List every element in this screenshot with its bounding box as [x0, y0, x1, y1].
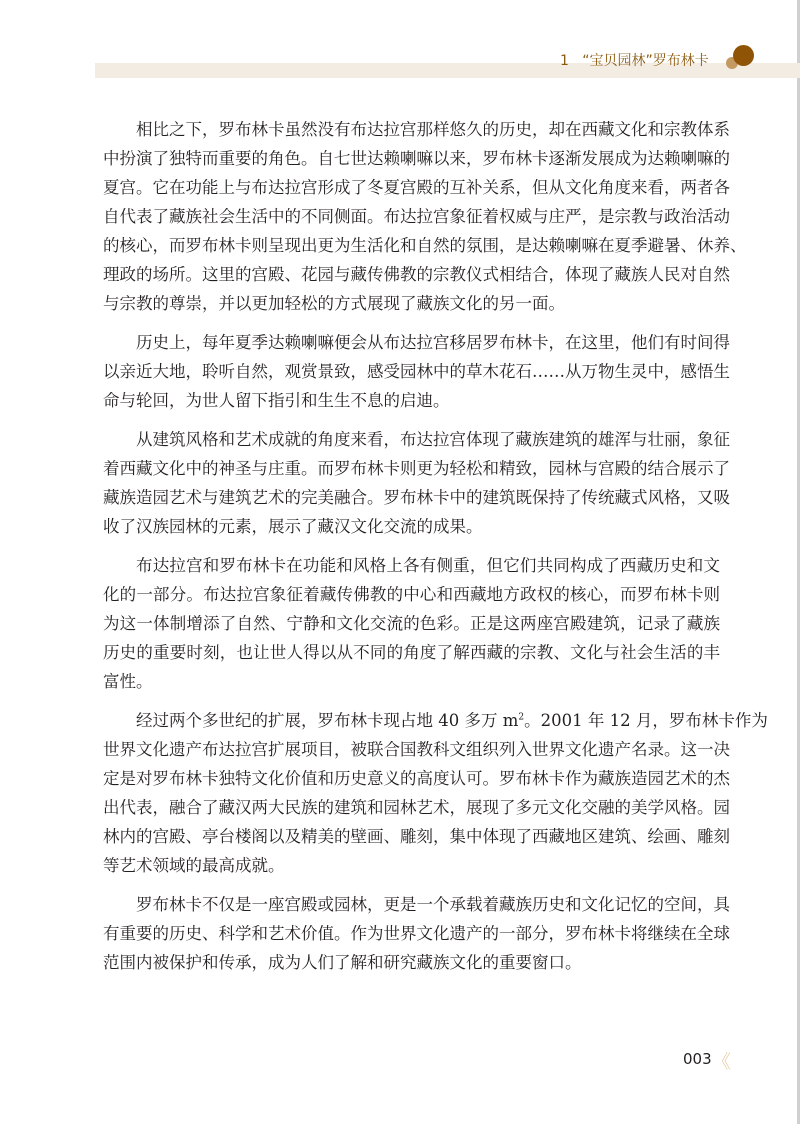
text-line: 林内的宫殿、亭台楼阁以及精美的壁画、雕刻，集中体现了西藏地区建筑、绘画、雕刻: [103, 827, 730, 846]
paragraph: [103, 890, 730, 977]
text-line: 出代表，融合了藏汉两大民族的建筑和园林艺术，展现了多元文化交融的美学风格。园: [103, 798, 730, 817]
text-line: 理政的场所。这里的宫殿、花园与藏传佛教的宗教仪式相结合，体现了藏族人民对自然: [103, 265, 730, 284]
paragraph: [103, 425, 730, 541]
text-line: 与宗教的尊崇，并以更加轻松的方式展现了藏族文化的另一面。: [103, 294, 565, 313]
decor-dot-large: [733, 45, 754, 66]
text-line: 范围内被保护和传承，成为人们了解和研究藏族文化的重要窗口。: [103, 953, 582, 972]
text-line: 的核心，而罗布林卡则呈现出更为生活化和自然的氛围，是达赖喇嘛在夏季避暑、休养、: [103, 236, 747, 255]
paragraph: [103, 706, 768, 880]
text-line: [103, 706, 768, 735]
running-header: [560, 50, 709, 70]
paragraph: [103, 115, 747, 318]
text-line: 中扮演了独特而重要的角色。自七世达赖喇嘛以来，罗布林卡逐渐发展成为达赖喇嘛的: [103, 149, 730, 168]
page-number: 003: [683, 1050, 712, 1068]
paragraph: [103, 328, 730, 415]
body-text: [103, 115, 768, 987]
text-line: 夏宫。它在功能上与布达拉宫形成了冬夏宫殿的互补关系，但从文化角度来看，两者各: [103, 178, 730, 197]
text-line: 以亲近大地，聆听自然，观赏景致，感受园林中的草木花石……从万物生灵中，感悟生: [103, 362, 730, 381]
text-line: 历史上，每年夏季达赖喇嘛便会从布达拉宫移居罗布林卡，在这里，他们有时间得: [136, 333, 730, 352]
paragraph: [103, 551, 720, 696]
text-line: 为这一体制增添了自然、宁静和文化交流的色彩。正是这两座宫殿建筑，记录了藏族: [103, 614, 720, 633]
text-line: 收了汉族园林的元素，展示了藏汉文化交流的成果。: [103, 517, 483, 536]
text-line: 布达拉宫和罗布林卡在功能和风格上各有侧重，但它们共同构成了西藏历史和文: [136, 556, 720, 575]
text-line: 定是对罗布林卡独特文化价值和历史意义的高度认可。罗布林卡作为藏族造园艺术的杰: [103, 769, 730, 788]
text-line: 罗布林卡不仅是一座宫殿或园林，更是一个承载着藏族历史和文化记忆的空间，具: [136, 895, 730, 914]
chapter-number: 1: [560, 53, 569, 69]
text-run: 经过两个多世纪的扩展，罗布林卡现占地 40 多万 m: [136, 711, 519, 730]
text-line: 命与轮回，为世人留下指引和生生不息的启迪。: [103, 391, 450, 410]
chevron-left-icon: 《: [712, 1051, 732, 1073]
text-line: 历史的重要时刻，也让世人得以从不同的角度了解西藏的宗教、文化与社会生活的丰: [103, 643, 720, 662]
text-run: 。2001 年 12 月，罗布林卡作为: [524, 711, 768, 730]
text-line: 相比之下，罗布林卡虽然没有布达拉宫那样悠久的历史，却在西藏文化和宗教体系: [136, 120, 730, 139]
chapter-title: “宝贝园林”罗布林卡: [582, 53, 709, 69]
text-line: 藏族造园艺术与建筑艺术的完美融合。罗布林卡中的建筑既保持了传统藏式风格，又吸: [103, 488, 730, 507]
superscript: 2: [518, 712, 525, 723]
text-line: 自代表了藏族社会生活中的不同侧面。布达拉宫象征着权威与庄严，是宗教与政治活动: [103, 207, 730, 226]
text-line: 化的一部分。布达拉宫象征着藏传佛教的中心和西藏地方政权的核心，而罗布林卡则: [103, 585, 720, 604]
text-line: 等艺术领域的最高成就。: [103, 856, 285, 875]
text-line: 有重要的历史、科学和艺术价值。作为世界文化遗产的一部分，罗布林卡将继续在全球: [103, 924, 730, 943]
text-line: 从建筑风格和艺术成就的角度来看，布达拉宫体现了藏族建筑的雄浑与壮丽，象征: [136, 430, 730, 449]
text-line: 世界文化遗产布达拉宫扩展项目，被联合国教科文组织列入世界文化遗产名录。这一决: [103, 740, 730, 759]
text-line: 富性。: [103, 672, 153, 691]
text-line: 着西藏文化中的神圣与庄重。而罗布林卡则更为轻松和精致，园林与宫殿的结合展示了: [103, 459, 730, 478]
